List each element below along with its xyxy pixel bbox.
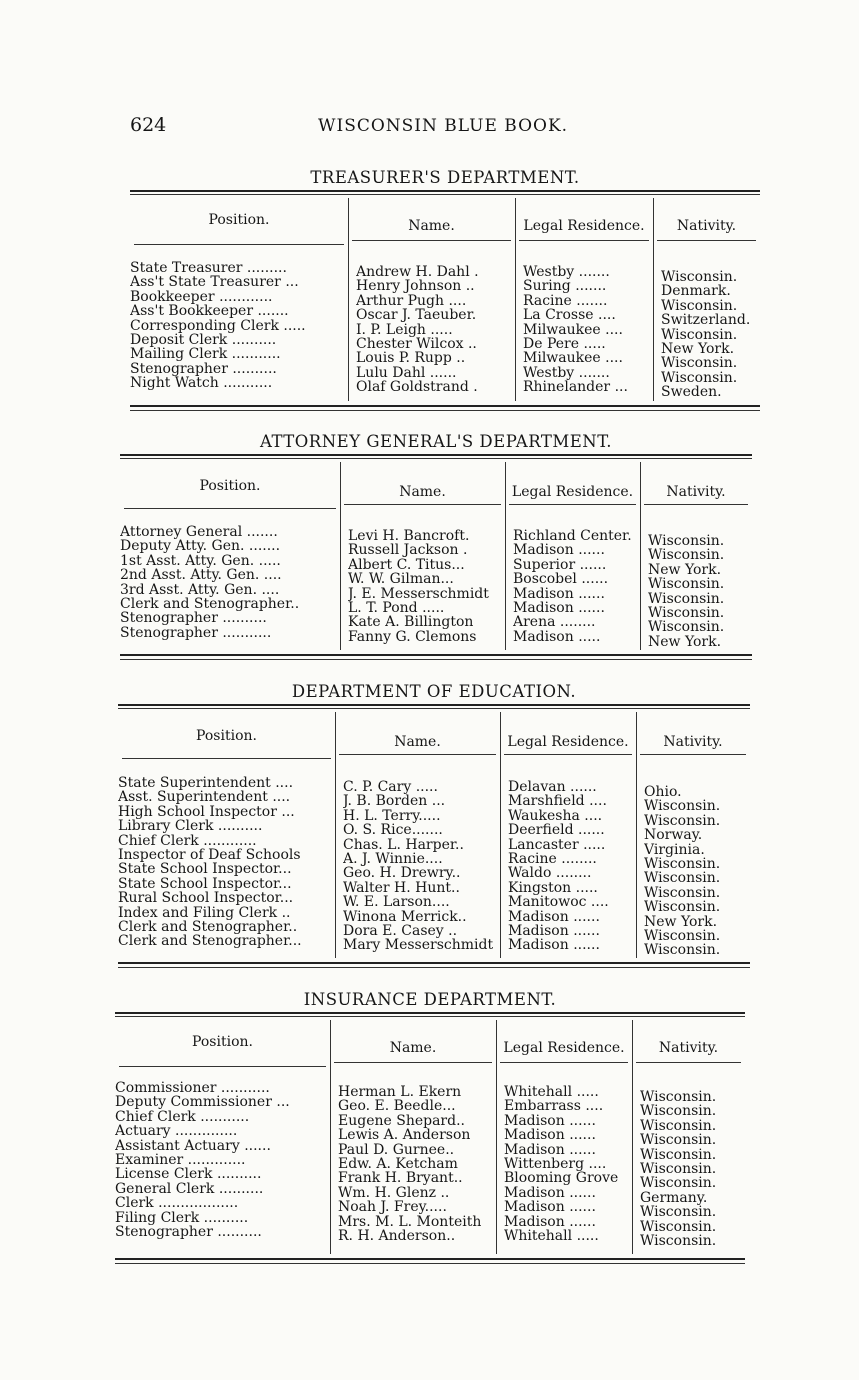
table-cell: Inspector of Deaf Schools [118,848,301,863]
table-cell: Geo. E. Beedle... [338,1099,456,1114]
table-cell: Wisconsin. [648,606,725,621]
table-cell: Noah J. Frey..... [338,1200,447,1215]
table-cell: Waldo ........ [508,866,592,881]
table-cell: Milwaukee .... [523,322,623,338]
table-cell: Wisconsin. [640,1133,717,1148]
table-cell: Louis P. Rupp .. [356,351,466,366]
table-cell: Lewis A. Anderson [338,1128,471,1143]
header-nativity: Nativity. [666,484,726,500]
table-cell: Madison ...... [504,1113,596,1129]
top-rule [115,1012,745,1014]
table-cell: Deputy Commissioner ... [115,1095,290,1110]
table-cell: Clerk and Stenographer.. [118,920,298,935]
table-cell: License Clerk .......... [115,1167,262,1182]
col-name [356,265,511,395]
table-cell: Edw. A. Ketcham [338,1157,458,1172]
table-cell: Russell Jackson . [348,543,468,558]
table-cell: Asst. Superintendent .... [118,790,291,805]
table-cell: Wisconsin. [644,813,721,829]
table-cell: General Clerk .......... [115,1181,264,1197]
header-residence: Legal Residence. [503,1040,625,1056]
table-cell: Madison ...... [508,924,600,939]
col-nativity [661,270,756,400]
table-cell: Racine ....... [523,293,608,309]
header-underline [519,240,649,241]
table-cell: Racine ........ [508,852,597,867]
table-cell: New York. [648,634,722,650]
table-cell: Rhinelander ... [523,380,628,395]
section-title: INSURANCE DEPARTMENT. [303,990,557,1009]
top-rule [130,194,760,195]
table-cell: New York. [648,562,722,578]
section-title: TREASURER'S DEPARTMENT. [310,168,580,187]
col-nativity [640,1090,741,1248]
table-cell: Wisconsin. [644,885,721,901]
table-cell: Wisconsin. [640,1234,717,1249]
col-nativity [648,534,748,649]
table-cell: Stenographer .......... [115,1225,262,1240]
table-cell: Library Clerk .......... [118,819,263,834]
table-cell: A. J. Winnie.... [343,852,443,867]
bottom-rule [120,654,752,656]
col-name [348,529,501,644]
header-underline [500,1062,628,1063]
table-cell: W. E. Larson.... [343,895,450,910]
table-cell: Wisconsin. [661,327,738,343]
top-rule [120,454,752,456]
table-cell: Lancaster ..... [508,837,606,853]
table-cell: High School Inspector ... [118,804,295,820]
table-cell: H. L. Terry..... [343,808,441,824]
header-position: Position. [192,1034,253,1050]
col-position [130,261,344,391]
top-rule [120,458,752,459]
bottom-rule [118,967,750,968]
table-cell: Whitehall ..... [504,1229,599,1244]
header-underline [344,504,501,505]
bottom-rule [118,962,750,964]
table-cell: Wisconsin. [648,534,725,549]
table-cell: Madison ...... [504,1128,596,1143]
table-cell: Geo. H. Drewry.. [343,866,461,881]
table-cell: Dora E. Casey .. [343,924,458,939]
table-cell: Deposit Clerk .......... [130,333,277,348]
table-cell: Switzerland. [661,313,751,328]
table-cell: Wisconsin. [661,370,738,386]
table-cell: Walter H. Hunt.. [343,880,460,896]
table-cell: Wisconsin. [640,1104,717,1119]
table-cell: Stenographer .......... [120,611,267,626]
table-cell: Germany. [640,1190,708,1206]
table-cell: Andrew H. Dahl . [356,265,479,280]
table-cell: Wisconsin. [644,900,721,915]
table-cell: Madison ...... [504,1185,596,1201]
col-residence [508,780,632,953]
table-cell: Wisconsin. [661,298,738,314]
header-underline [352,240,511,241]
table-cell: 3rd Asst. Atty. Gen. .... [120,582,280,598]
table-cell: Herman L. Ekern [338,1085,462,1100]
table-cell: Wisconsin. [644,943,721,958]
table-cell: Wisconsin. [644,871,721,886]
table-cell: Norway. [644,828,703,843]
table-cell: Madison ...... [508,909,600,925]
table-cell: Milwaukee .... [523,351,623,366]
table-cell: Wittenberg .... [504,1157,607,1172]
table-cell: Rural School Inspector... [118,891,294,906]
table-cell: State School Inspector... [118,876,292,892]
table-cell: W. W. Gilman... [348,572,454,587]
header-residence: Legal Residence. [511,484,634,500]
col-name [343,780,496,953]
table-cell: Wisconsin. [644,799,721,814]
table-cell: Denmark. [661,284,731,299]
table-cell: Chief Clerk ........... [115,1109,250,1125]
col-residence [523,265,649,395]
header-residence: Legal Residence. [507,734,629,750]
table-cell: Wisconsin. [661,356,738,371]
table-cell: Madison ...... [513,586,605,602]
table-cell: Sweden. [661,385,722,400]
table-cell: Eugene Shepard.. [338,1113,465,1129]
table-cell: Stenographer .......... [130,361,277,377]
table-cell: Marshfield .... [508,794,607,809]
table-cell: Stenographer ........... [120,625,272,641]
table-cell: Wisconsin. [640,1176,717,1191]
table-cell: Henry Johnson .. [356,279,475,294]
bottom-rule [130,405,760,407]
table-cell: Wisconsin. [640,1205,717,1220]
table-cell: Madison ...... [504,1214,596,1230]
table-cell: Wisconsin. [640,1118,717,1134]
header-underline [640,754,746,755]
table-cell: De Pere ..... [523,337,606,352]
top-rule [118,708,750,709]
top-rule [130,190,760,192]
table-cell: Mary Messerschmidt [343,938,494,953]
header-name: Name. [399,484,446,500]
bottom-rule [115,1263,745,1264]
table-cell: Wisconsin. [661,270,738,285]
header-underline [119,1066,326,1067]
table-cell: Frank H. Bryant.. [338,1171,463,1186]
table-cell: Madison ...... [504,1142,596,1158]
table-cell: Embarrass .... [504,1099,604,1114]
table-cell: Paul D. Gurnee.. [338,1142,455,1158]
table-cell: Arena ........ [513,615,596,630]
table-cell: Wisconsin. [640,1147,717,1163]
header-residence: Legal Residence. [523,218,645,234]
table-cell: Wm. H. Glenz .. [338,1185,450,1201]
table-cell: Filing Clerk .......... [115,1210,249,1226]
table-cell: New York. [661,342,735,357]
table-cell: Manitowoc .... [508,895,609,910]
table-cell: Clerk .................. [115,1196,239,1211]
table-cell: Deputy Atty. Gen. ....... [120,539,281,554]
col-position [120,525,336,640]
table-cell: Wisconsin. [644,929,721,944]
table-cell: La Crosse .... [523,308,616,323]
table-cell: Madison ..... [513,629,601,645]
table-cell: Virginia. [644,842,705,858]
table-cell: New York. [644,914,718,930]
table-cell: Suring ....... [523,279,607,294]
col-nativity [644,785,746,958]
table-cell: Ass't State Treasurer ... [130,275,299,290]
table-cell: Wisconsin. [640,1162,717,1177]
header-name: Name. [408,218,455,234]
table-cell: Wisconsin. [644,857,721,872]
header-nativity: Nativity. [676,218,737,234]
table-cell: Kingston ..... [508,880,598,896]
department-section [120,432,752,664]
header-position: Position. [199,478,261,494]
department-section [130,168,760,415]
table-cell: Bookkeeper ............ [130,289,273,305]
table-cell: Chester Wilcox .. [356,337,477,352]
section-title: ATTORNEY GENERAL'S DEPARTMENT. [259,432,613,451]
table-cell: Chief Clerk ............ [118,833,257,849]
table-cell: Olaf Goldstrand . [356,380,478,395]
table-cell: Superior ...... [513,557,607,573]
table-cell: 1st Asst. Atty. Gen. ..... [120,553,281,569]
table-cell: Madison ...... [513,601,605,616]
table-cell: Clerk and Stenographer... [118,934,302,949]
table-cell: State School Inspector... [118,862,292,877]
table-cell: Madison ...... [508,938,600,953]
table-cell: Blooming Grove [504,1171,619,1186]
table-cell: 2nd Asst. Atty. Gen. .... [120,568,282,583]
table-cell: Assistant Actuary ...... [115,1138,271,1154]
table-cell: Oscar J. Taeuber. [356,308,477,323]
table-cell: Deerfield ...... [508,823,605,838]
table-cell: Commissioner ........... [115,1081,270,1096]
department-section [115,990,745,1268]
table-cell: Wisconsin. [640,1219,717,1235]
table-cell: Delavan ...... [508,780,597,795]
table-cell: Madison ...... [513,543,605,558]
col-name [338,1085,492,1243]
table-cell: Clerk and Stenographer.. [120,597,300,612]
header-underline [504,754,632,755]
bottom-rule [115,1258,745,1260]
col-position [118,776,331,949]
table-cell: Examiner ............. [115,1153,246,1168]
table-cell: Fanny G. Clemons [348,629,477,645]
table-cell: Ass't Bookkeeper ....... [130,304,289,319]
table-cell: Winona Merrick.. [343,909,467,925]
header-name: Name. [394,734,441,750]
department-section [118,682,750,972]
table-cell: I. P. Leigh ..... [356,322,453,338]
table-cell: Lulu Dahl ...... [356,365,457,381]
table-cell: Wisconsin. [648,591,725,607]
bottom-rule [130,410,760,411]
table-cell: J. B. Borden ... [343,794,446,809]
table-cell: State Treasurer ......... [130,261,287,276]
header-underline [339,754,496,755]
header-underline [644,504,748,505]
table-cell: O. S. Rice....... [343,823,443,838]
col-residence [504,1085,628,1243]
table-cell: Corresponding Clerk ..... [130,318,306,334]
table-cell: Wisconsin. [648,620,725,635]
header-nativity: Nativity. [658,1040,719,1056]
header-position: Position. [196,728,257,744]
table-cell: Albert C. Titus... [348,557,465,573]
top-rule [118,704,750,706]
table-cell: Ohio. [644,785,682,800]
running-head: WISCONSIN BLUE BOOK. [318,116,569,136]
table-cell: Madison ...... [504,1200,596,1215]
table-cell: Waukesha .... [508,808,603,824]
table-cell: Attorney General ....... [120,525,278,540]
table-cell: Levi H. Bancroft. [348,529,470,544]
table-cell: L. T. Pond ..... [348,601,445,616]
table-cell: Index and Filing Clerk .. [118,905,291,921]
bottom-rule [120,659,752,660]
table-cell: State Superintendent .... [118,776,294,791]
header-underline [124,508,336,509]
table-cell: Mailing Clerk ........... [130,347,281,362]
table-cell: Wisconsin. [648,577,725,592]
header-underline [636,1062,741,1063]
table-cell: Wisconsin. [648,548,725,563]
table-cell: Actuary .............. [115,1124,238,1139]
table-cell: Mrs. M. L. Monteith [338,1214,482,1230]
table-cell: Westby ....... [523,265,610,280]
table-cell: Arthur Pugh .... [356,293,467,309]
table-cell: Kate A. Billington [348,615,474,630]
header-underline [657,240,756,241]
table-cell: Whitehall ..... [504,1085,599,1100]
table-cell: R. H. Anderson.. [338,1229,456,1244]
table-cell: Boscobel ...... [513,572,609,587]
section-title: DEPARTMENT OF EDUCATION. [291,682,577,701]
col-residence [513,529,636,644]
header-underline [122,758,331,759]
header-underline [134,244,344,245]
page-number: 624 [130,114,167,136]
col-position [115,1081,326,1239]
header-name: Name. [389,1040,437,1056]
table-cell: Wisconsin. [640,1090,717,1105]
header-position: Position. [208,212,270,228]
header-underline [334,1062,492,1063]
header-underline [509,504,636,505]
table-cell: Chas. L. Harper.. [343,837,464,853]
top-rule [115,1016,745,1017]
table-cell: J. E. Messerschmidt [348,586,489,602]
table-cell: C. P. Cary ..... [343,780,438,795]
table-cell: Westby ....... [523,365,610,381]
table-cell: Richland Center. [513,529,632,544]
header-nativity: Nativity. [663,734,723,750]
table-cell: Night Watch ........... [130,376,273,391]
